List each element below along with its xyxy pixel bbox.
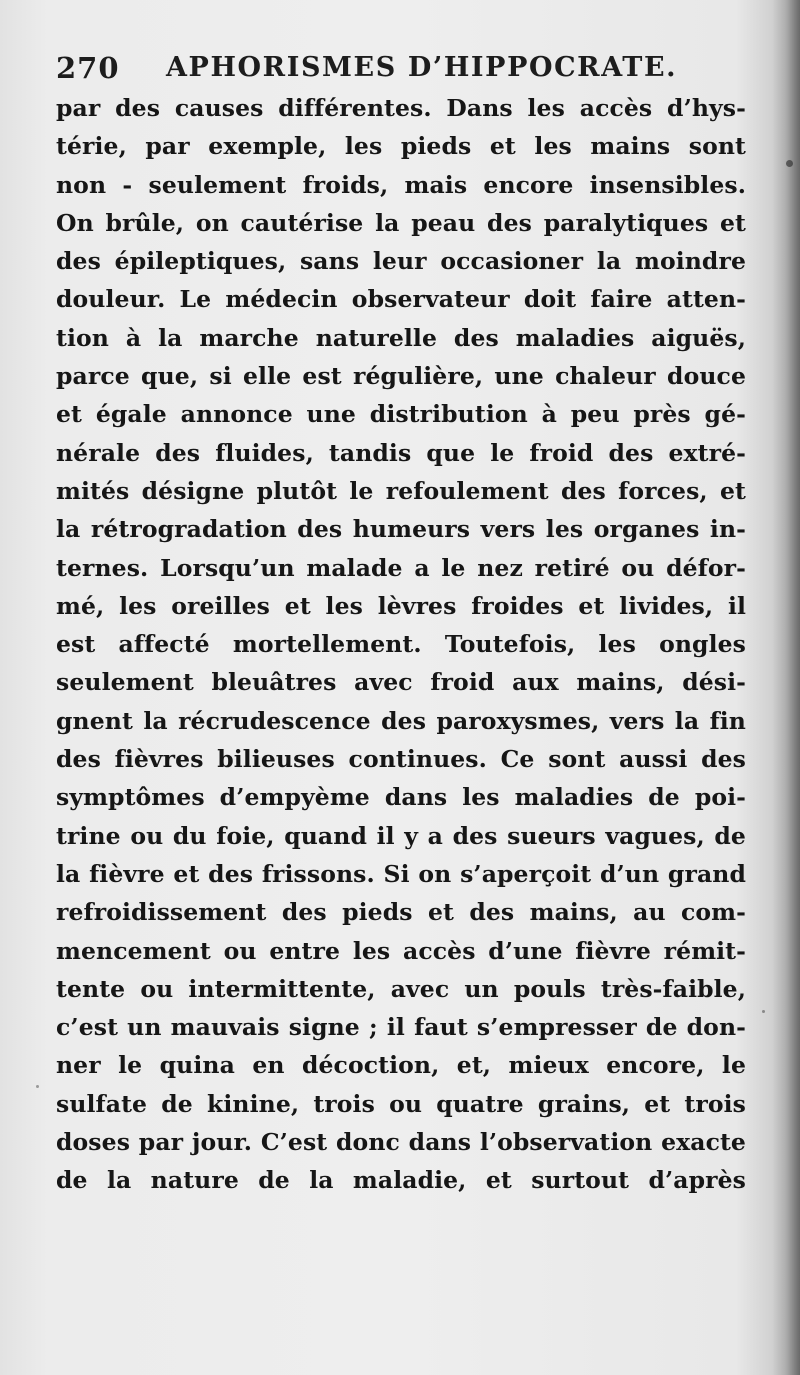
text-line: ner le quina en décoction, et, mieux encore, le <box>56 1051 746 1080</box>
text-line: ternes. Lorsqu’un malade a le nez retiré ou défor- <box>56 553 746 582</box>
text-line: trine ou du foie, quand il y a des sueurs vagues, de <box>56 821 746 850</box>
text-line: la fièvre et des frissons. Si on s’aperçoit d’un grand <box>56 859 746 888</box>
text-line: On brûle, on cautérise la peau des paralytiques et <box>56 208 746 237</box>
paper-speck <box>36 1085 39 1088</box>
text-line: gnent la récrudescence des paroxysmes, vers la fin <box>56 706 746 735</box>
text-line: doses par jour. C’est donc dans l’observation exacte <box>56 1128 746 1157</box>
text-line: térie, par exemple, les pieds et les mains sont <box>56 132 746 161</box>
text-line: par des causes différentes. Dans les accès d’hys- <box>56 94 746 122</box>
text-line: des fièvres bilieuses continues. Ce sont aussi des <box>56 745 746 774</box>
paper-speck <box>762 1010 765 1013</box>
text-line: tion à la marche naturelle des maladies aiguës, <box>56 323 746 352</box>
paper-speck <box>786 160 793 167</box>
text-line: c’est un mauvais signe ; il faut s’empresser de don- <box>56 1013 746 1042</box>
body-text <box>56 89 746 1200</box>
text-line: nérale des fluides, tandis que le froid des extré- <box>56 438 746 467</box>
text-line: tente ou intermittente, avec un pouls très-faible, <box>56 974 746 1003</box>
text-line: mités désigne plutôt le refoulement des forces, et <box>56 476 746 505</box>
text-line: et égale annonce une distribution à peu près gé- <box>56 400 746 429</box>
text-line: de la nature de la maladie, et surtout d’après <box>56 1166 746 1195</box>
running-head: APHORISMES D’HIPPOCRATE. <box>166 52 678 83</box>
text-line: refroidissement des pieds et des mains, au com- <box>56 898 746 927</box>
text-line: mé, les oreilles et les lèvres froides et livides, il <box>56 591 746 620</box>
text-line: la rétrogradation des humeurs vers les organes in- <box>56 515 746 544</box>
text-line: douleur. Le médecin observateur doit faire atten- <box>56 285 746 314</box>
text-line: symptômes d’empyème dans les maladies de poi- <box>56 783 746 812</box>
text-line: non - seulement froids, mais encore insensibles. <box>56 170 746 199</box>
text-line: seulement bleuâtres avec froid aux mains, dési- <box>56 668 746 697</box>
page-number: 270 <box>56 51 120 85</box>
text-line: des épileptiques, sans leur occasioner la moindre <box>56 247 746 276</box>
text-line: mencement ou entre les accès d’une fièvre rémit- <box>56 936 746 965</box>
text-line: parce que, si elle est régulière, une chaleur douce <box>56 362 746 391</box>
text-line: sulfate de kinine, trois ou quatre grains, et trois <box>56 1089 746 1118</box>
text-line: est affecté mortellement. Toutefois, les ongles <box>56 630 746 659</box>
page-header <box>56 42 746 94</box>
